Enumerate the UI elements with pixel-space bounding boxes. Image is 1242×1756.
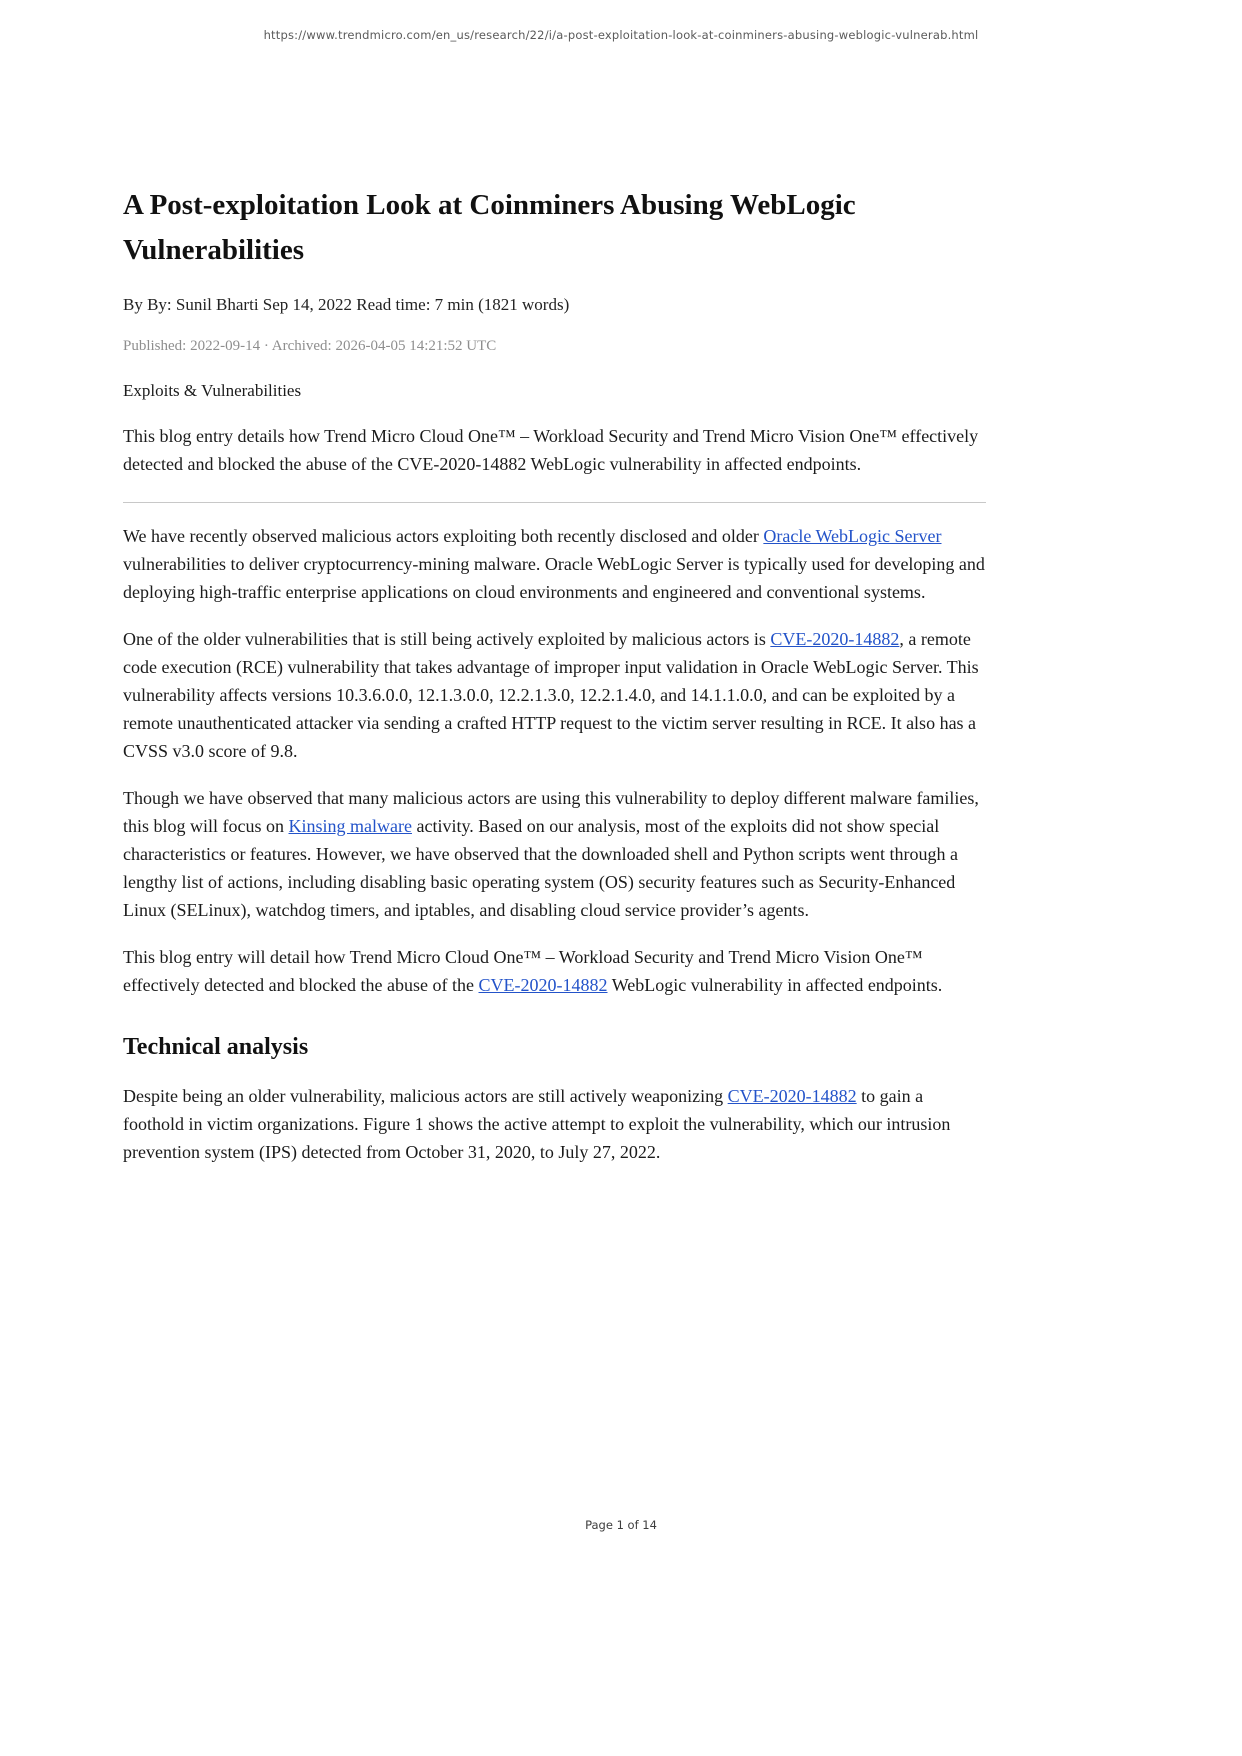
article-paragraph bbox=[123, 625, 986, 765]
category-label: Exploits & Vulnerabilities bbox=[123, 381, 302, 400]
article-paragraph bbox=[123, 1082, 986, 1166]
inline-link[interactable]: Kinsing malware bbox=[288, 816, 412, 836]
inline-link[interactable]: Oracle WebLogic Server bbox=[763, 526, 942, 546]
text-segment: vulnerabilities to deliver cryptocurrency-mining malware. Oracle WebLogic Server is typically used for developing and deploying high-traffic enterprise applications on cloud environments and engineered and conventional systems. bbox=[123, 554, 985, 602]
article-content bbox=[123, 0, 986, 1166]
published-archived-line: Published: 2022-09-14 · Archived: 2026-04-05 14:21:52 UTC bbox=[123, 338, 497, 354]
divider bbox=[123, 502, 986, 503]
article-summary: This blog entry details how Trend Micro Cloud One™ – Workload Security and Trend Micro Vision One™ effectively detected and blocked the abuse of the CVE-2020-14882 WebLogic vulnerability in affected endpoints. bbox=[123, 426, 979, 474]
text-segment: to gain a foothold in victim organizations. Figure 1 shows the active attempt to exploit the vulnerability, which our intrusion prevention system (IPS) detected from October 31, 2020, to July 27, 2022. bbox=[123, 1086, 951, 1162]
text-segment: This blog entry will detail how Trend Micro Cloud One™ – Workload Security and Trend Micro Vision One™ effectively detected and blocked the abuse of the bbox=[123, 947, 923, 995]
article-byline: By By: Sunil Bharti Sep 14, 2022 Read time: 7 min (1821 words) bbox=[123, 295, 570, 314]
print-header-url: https://www.trendmicro.com/en_us/research/22/i/a-post-exploitation-look-at-coinminers-abusing-weblogic-vulnerab.html bbox=[263, 28, 979, 42]
text-segment: Despite being an older vulnerability, malicious actors are still actively weaponizing bbox=[123, 1086, 728, 1106]
text-segment: Though we have observed that many malicious actors are using this vulnerability to deploy different malware families, this blog will focus on bbox=[123, 788, 979, 836]
article-paragraph bbox=[123, 784, 986, 924]
article-title: A Post-exploitation Look at Coinminers Abusing WebLogic Vulnerabilities bbox=[123, 189, 856, 266]
text-segment: , a remote code execution (RCE) vulnerability that takes advantage of improper input validation in Oracle WebLogic Server. This vulnerability affects versions 10.3.6.0.0, 12.1.3.0.0, 12.2.1.3.0, 12.2.1.4.0, and 14.1.1.0.0, and can be exploited by a remote unauthenticated attacker via sending a crafted HTTP request to the victim server resulting in RCE. It also has a CVSS v3.0 score of 9.8. bbox=[123, 629, 979, 761]
page-number-footer: Page 1 of 14 bbox=[585, 1518, 657, 1532]
article-paragraph bbox=[123, 522, 986, 606]
text-segment: One of the older vulnerabilities that is still being actively exploited by malicious actors is bbox=[123, 629, 771, 649]
inline-link[interactable]: CVE-2020-14882 bbox=[478, 975, 608, 995]
text-segment: activity. Based on our analysis, most of the exploits did not show special characteristics or features. However, we have observed that the downloaded shell and Python scripts went through a lengthy list of actions, including disabling basic operating system (OS) security features such as Security-Enhanced Linux (SELinux), watchdog timers, and iptables, and disabling cloud service provider’s agents. bbox=[123, 816, 959, 920]
inline-link[interactable]: CVE-2020-14882 bbox=[727, 1086, 857, 1106]
inline-link[interactable]: CVE-2020-14882 bbox=[770, 629, 900, 649]
text-segment: We have recently observed malicious actors exploiting both recently disclosed and older bbox=[123, 526, 764, 546]
article-paragraph bbox=[123, 943, 986, 999]
text-segment: WebLogic vulnerability in affected endpoints. bbox=[607, 975, 943, 995]
section-heading-technical-analysis: Technical analysis bbox=[123, 1034, 309, 1060]
